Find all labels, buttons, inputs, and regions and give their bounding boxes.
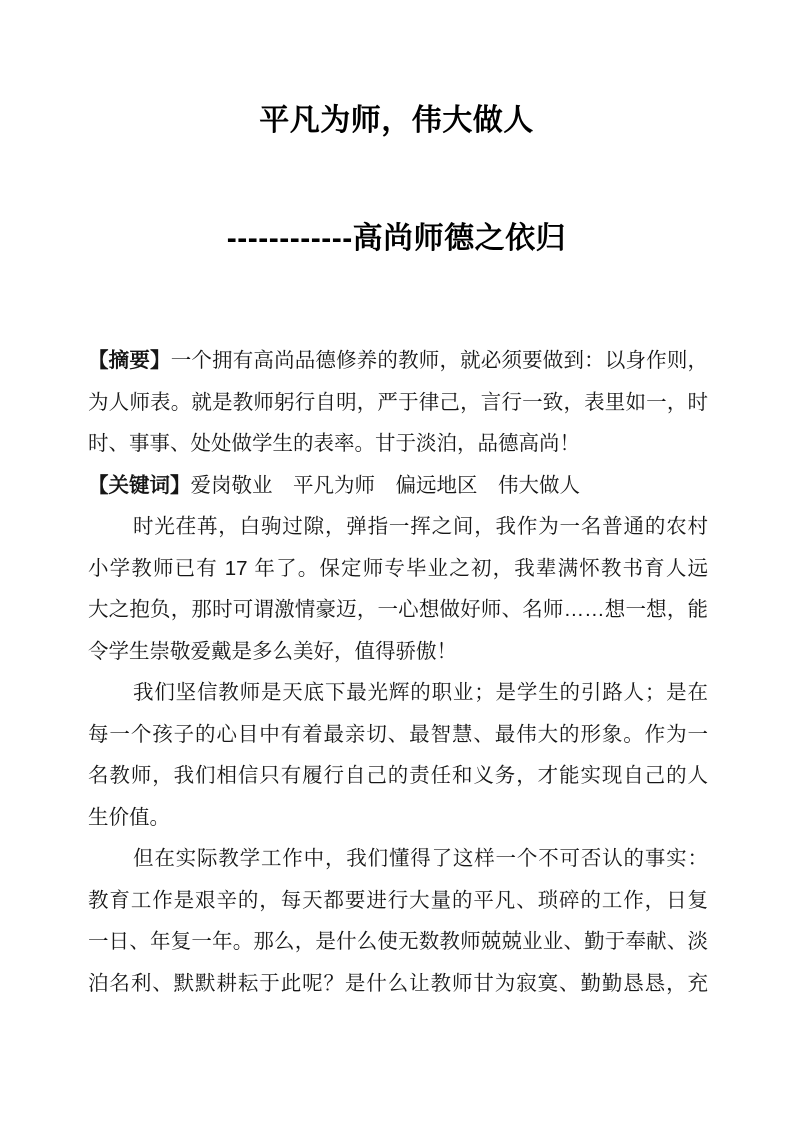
body-line: 【摘要】一个拥有高尚品德修养的教师，就必须要做到：以身作则，	[88, 349, 709, 372]
inline-label: 【关键词】	[88, 473, 191, 497]
body-line: 但在实际教学工作中，我们懂得了这样一个不可否认的事实：	[133, 847, 708, 870]
document-title: 平凡为师，伟大做人	[259, 104, 534, 137]
body-line: 为人师表。就是教师躬行自明，严于律己，言行一致，表里如一，时	[88, 390, 708, 414]
body-line: 泊名利、默默耕耘于此呢？是什么让教师甘为寂寞、勤勤恳恳，充	[88, 971, 708, 995]
body-line: 【关键词】爱岗敬业 平凡为师 偏远地区 伟大做人	[88, 473, 580, 497]
body-line: 令学生崇敬爱戴是多么美好，值得骄傲！	[88, 639, 457, 663]
body-line: 教育工作是艰辛的，每天都要进行大量的平凡、琐碎的工作，日复	[88, 888, 708, 912]
body-line: 大之抱负，那时可谓激情豪迈，一心想做好师、名师……想一想，能	[88, 598, 708, 621]
body-line: 时光荏苒，白驹过隙，弹指一挥之间，我作为一名普通的农村	[133, 515, 708, 538]
body-line: 生价值。	[88, 805, 170, 829]
document-subtitle: ------------高尚师德之依归	[226, 222, 567, 255]
body-line: 一日、年复一年。那么，是什么使无数教师兢兢业业、勤于奉献、淡	[88, 930, 708, 953]
inline-label: 【摘要】	[88, 349, 171, 372]
body-line: 时、事事、处处做学生的表率。甘于淡泊，品德高尚！	[88, 432, 580, 455]
body-line: 名教师，我们相信只有履行自己的责任和义务，才能实现自己的人	[88, 764, 708, 787]
body-line: 我们坚信教师是天底下最光辉的职业；是学生的引路人；是在	[133, 681, 708, 704]
document-body	[88, 340, 708, 1004]
body-line: 小学教师已有 17 年了。保定师专毕业之初，我辈满怀教书育人远	[88, 556, 708, 580]
body-line: 每一个孩子的心目中有着最亲切、最智慧、最伟大的形象。作为一	[88, 722, 708, 746]
